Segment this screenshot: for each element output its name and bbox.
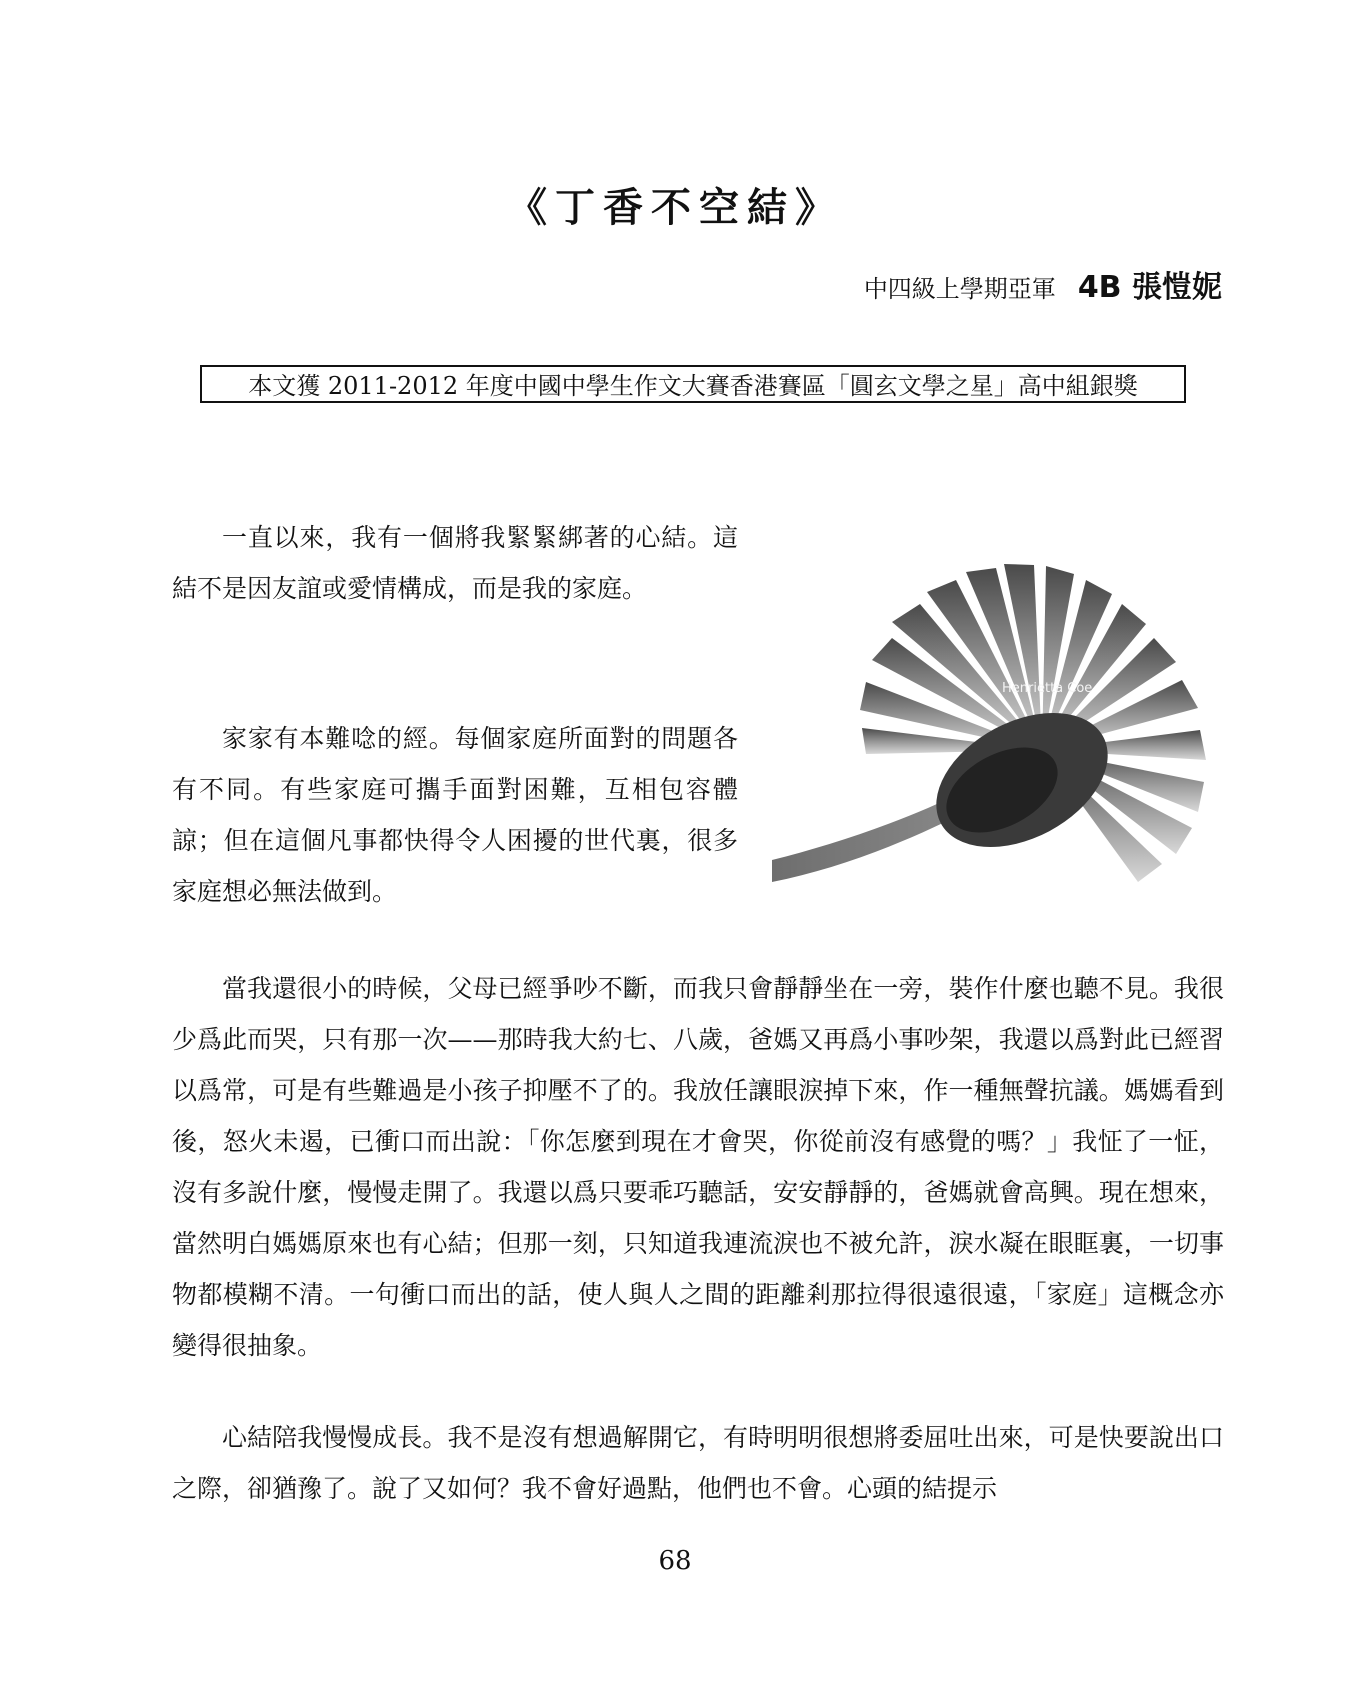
award-note: 本文獲 2011-2012 年度中國中學生作文大賽香港賽區「圓玄文學之星」高中組銀獎 bbox=[200, 365, 1186, 403]
paragraph-2: 家家有本難唸的經。每個家庭所面對的問題各有不同。有些家庭可攜手面對困難，互相包容體諒；但在這個凡事都快得令人困擾的世代裏，很多家庭想必無法做到。 bbox=[172, 724, 738, 906]
byline bbox=[864, 262, 1222, 306]
flower-photo bbox=[772, 560, 1232, 916]
paragraph-3: 當我還很小的時候，父母已經爭吵不斷，而我只會靜靜坐在一旁，裝作什麼也聽不見。我很少爲此而哭，只有那一次——那時我大約七、八歲，爸媽又再爲小事吵架，我還以爲對此已經習以爲常，可是有些難過是小孩子抑壓不了的。我放任讓眼淚掉下來，作一種無聲抗議。媽媽看到後，怒火未遏，已衝口而出說：「你怎麼到現在才會哭，你從前沒有感覺的嗎？」我怔了一怔，沒有多說什麼，慢慢走開了。我還以爲只要乖巧聽話，安安靜靜的，爸媽就會高興。現在想來，當然明白媽媽原來也有心結；但那一刻，只知道我連流淚也不被允許，淚水凝在眼眶裏，一切事物都模糊不清。一句衝口而出的話，使人與人之間的距離剎那拉得很遠很遠，「家庭」這概念亦變得很抽象。 bbox=[172, 974, 1224, 1360]
paragraph-4: 心結陪我慢慢成長。我不是沒有想過解開它，有時明明很想將委屈吐出來，可是快要說出口之際，卻猶豫了。說了又如何？我不會好過點，他們也不會。心頭的結提示 bbox=[172, 1423, 1224, 1503]
paragraph-1: 一直以來，我有一個將我緊緊綁著的心結。這結不是因友誼或愛情構成，而是我的家庭。 bbox=[172, 523, 738, 603]
prize-label: 中四級上學期亞軍 bbox=[863, 275, 1056, 303]
page-number: 68 bbox=[658, 1546, 692, 1576]
image-watermark: Henrietta Coe bbox=[1002, 681, 1093, 696]
author-name: 4B 張愷妮 bbox=[1077, 270, 1222, 305]
essay-title: 《丁香不空結》 bbox=[507, 185, 843, 231]
